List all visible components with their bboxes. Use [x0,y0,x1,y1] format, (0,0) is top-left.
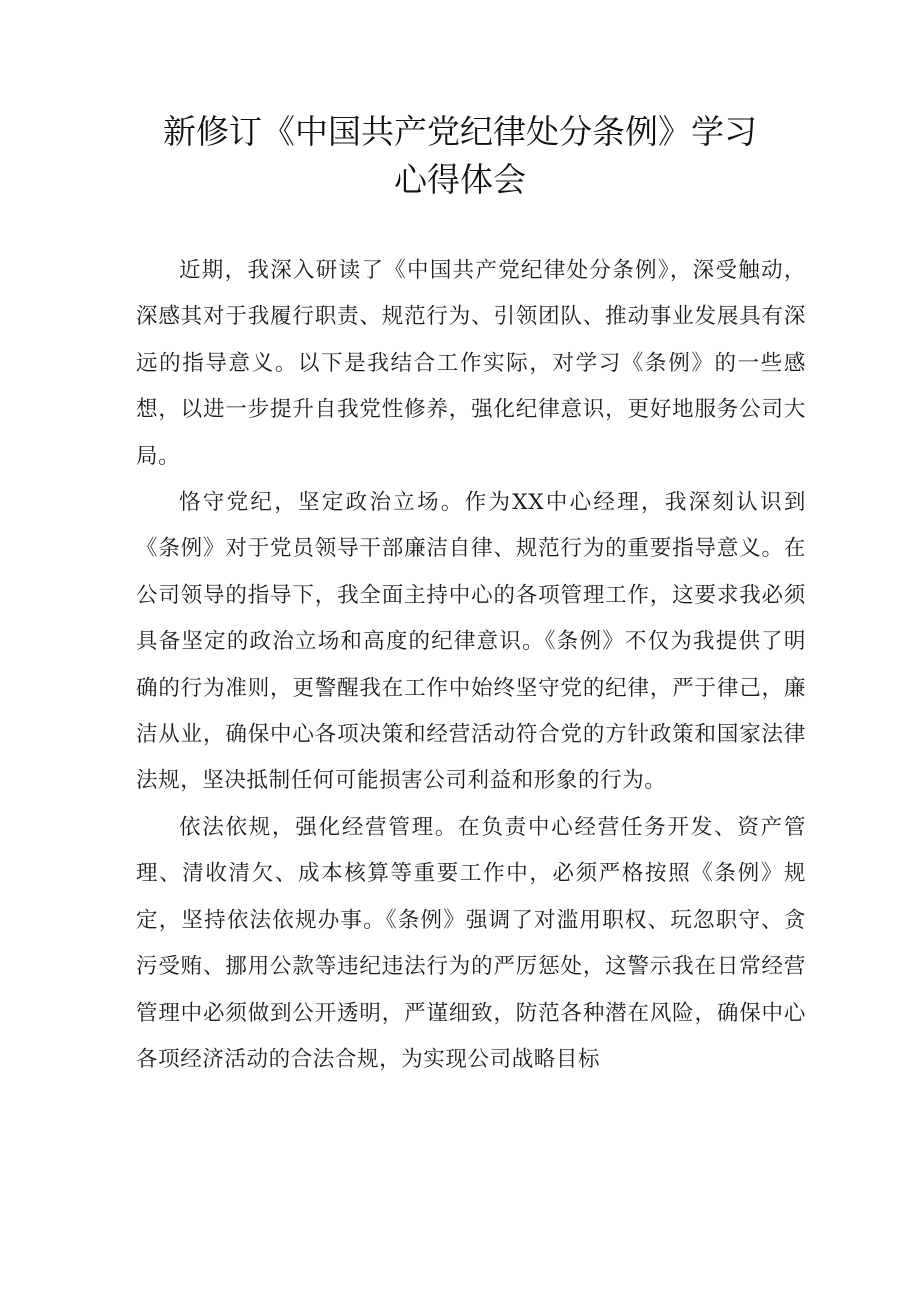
paragraph-management: 依法依规，强化经营管理。在负责中心经营任务开发、资产管理、清收清欠、成本核算等重要工作中，必须严格按照《条例》规定，坚持依法依规办事。《条例》强调了对滥用职权、玩忽职守、贪污受贿、挪用公款等违纪违法行为的严厉惩处，这警示我在日常经营管理中必须做到公开透明，严谨细致，防范各种潜在风险，确保中心各项经济活动的合法合规，为实现公司战略目标 [136,814,806,1072]
paragraph-intro: 近期，我深入研读了《中国共产党纪律处分条例》，深受触动，深感其对于我履行职责、规范行为、引领团队、推动事业发展具有深远的指导意义。以下是我结合工作实际，对学习《条例》的一些感想，以进一步提升自我党性修养，强化纪律意识，更好地服务公司大局。 [136,258,806,469]
document-body [136,248,806,1083]
paragraph-political-stance: 恪守党纪，坚定政治立场。作为XX中心经理，我深刻认识到《条例》对于党员领导干部廉洁自律、规范行为的重要指导意义。在公司领导的指导下，我全面主持中心的各项管理工作，这要求我必须具备坚定的政治立场和高度的纪律意识。《条例》不仅为我提供了明确的行为准则，更警醒我在工作中始终坚守党的纪律，严于律己，廉洁从业，确保中心各项决策和经营活动符合党的方针政策和国家法律法规，坚决抵制任何可能损害公司利益和形象的行为。 [136,490,806,794]
title-line-2: 心得体会 [394,160,526,199]
title-line-1: 新修订《中国共产党纪律处分条例》学习 [163,112,757,151]
document-title [0,108,920,204]
